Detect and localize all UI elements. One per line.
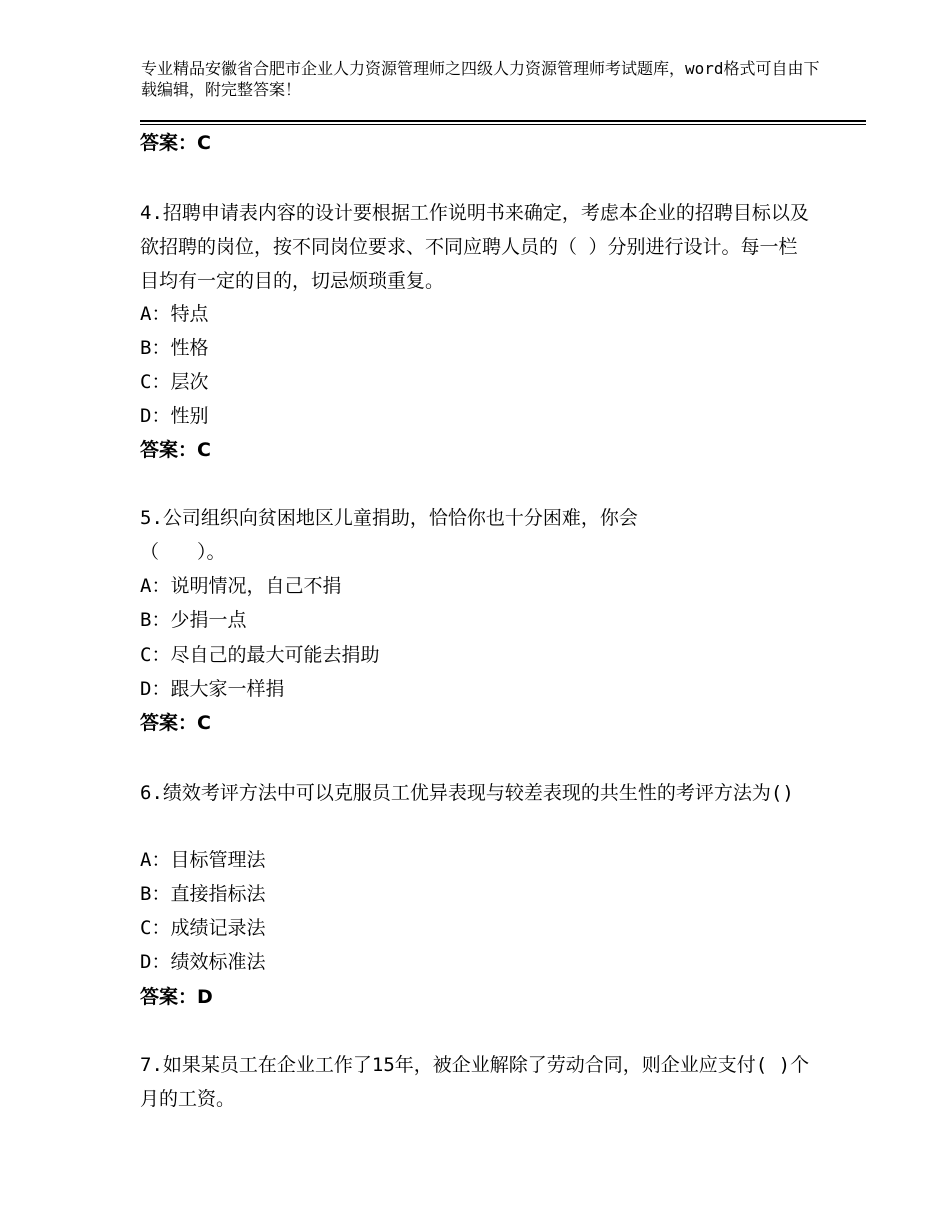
question-4-option-d: D：性别 [140, 405, 209, 427]
question-5-option-d: D：跟大家一样捐 [140, 678, 285, 700]
document-header: 专业精品安徽省合肥市企业人力资源管理师之四级人力资源管理师考试题库，word格式可自由下载编辑，附完整答案！ [141, 59, 820, 99]
answer-q6: 答案：D [140, 986, 213, 1008]
question-5-option-b: B：少捐一点 [140, 609, 247, 631]
question-4-stem: 4.招聘申请表内容的设计要根据工作说明书来确定，考虑本企业的招聘目标以及欲招聘的岗位，按不同岗位要求、不同应聘人员的（ ）分别进行设计。每一栏目均有一定的目的，切忌烦琐重复。 [140, 202, 809, 292]
header-divider-thin [140, 124, 866, 125]
question-4-option-c: C：层次 [140, 371, 209, 393]
question-5-option-a: A：说明情况，自己不捐 [140, 575, 342, 597]
answer-q5: 答案：C [140, 712, 211, 734]
question-6-option-c: C：成绩记录法 [140, 917, 266, 939]
question-6-option-a: A：目标管理法 [140, 849, 266, 871]
answer-q3: 答案：C [140, 132, 211, 154]
question-7-stem: 7.如果某员工在企业工作了15年，被企业解除了劳动合同，则企业应支付( )个月的工资。 [140, 1054, 810, 1110]
question-4-option-a: A：特点 [140, 303, 209, 325]
question-4-option-b: B：性格 [140, 337, 209, 359]
question-6-option-d: D：绩效标准法 [140, 951, 266, 973]
answer-q4: 答案：C [140, 439, 211, 461]
question-5-stem-line1: 5.公司组织向贫困地区儿童捐助，恰恰你也十分困难，你会 [140, 507, 638, 529]
question-6-stem: 6.绩效考评方法中可以克服员工优异表现与较差表现的共生性的考评方法为() [140, 782, 794, 804]
question-5-stem-line2: （ ）。 [140, 541, 226, 563]
header-divider-thick [140, 120, 866, 122]
question-6-option-b: B：直接指标法 [140, 883, 266, 905]
question-5-option-c: C：尽自己的最大可能去捐助 [140, 644, 380, 666]
